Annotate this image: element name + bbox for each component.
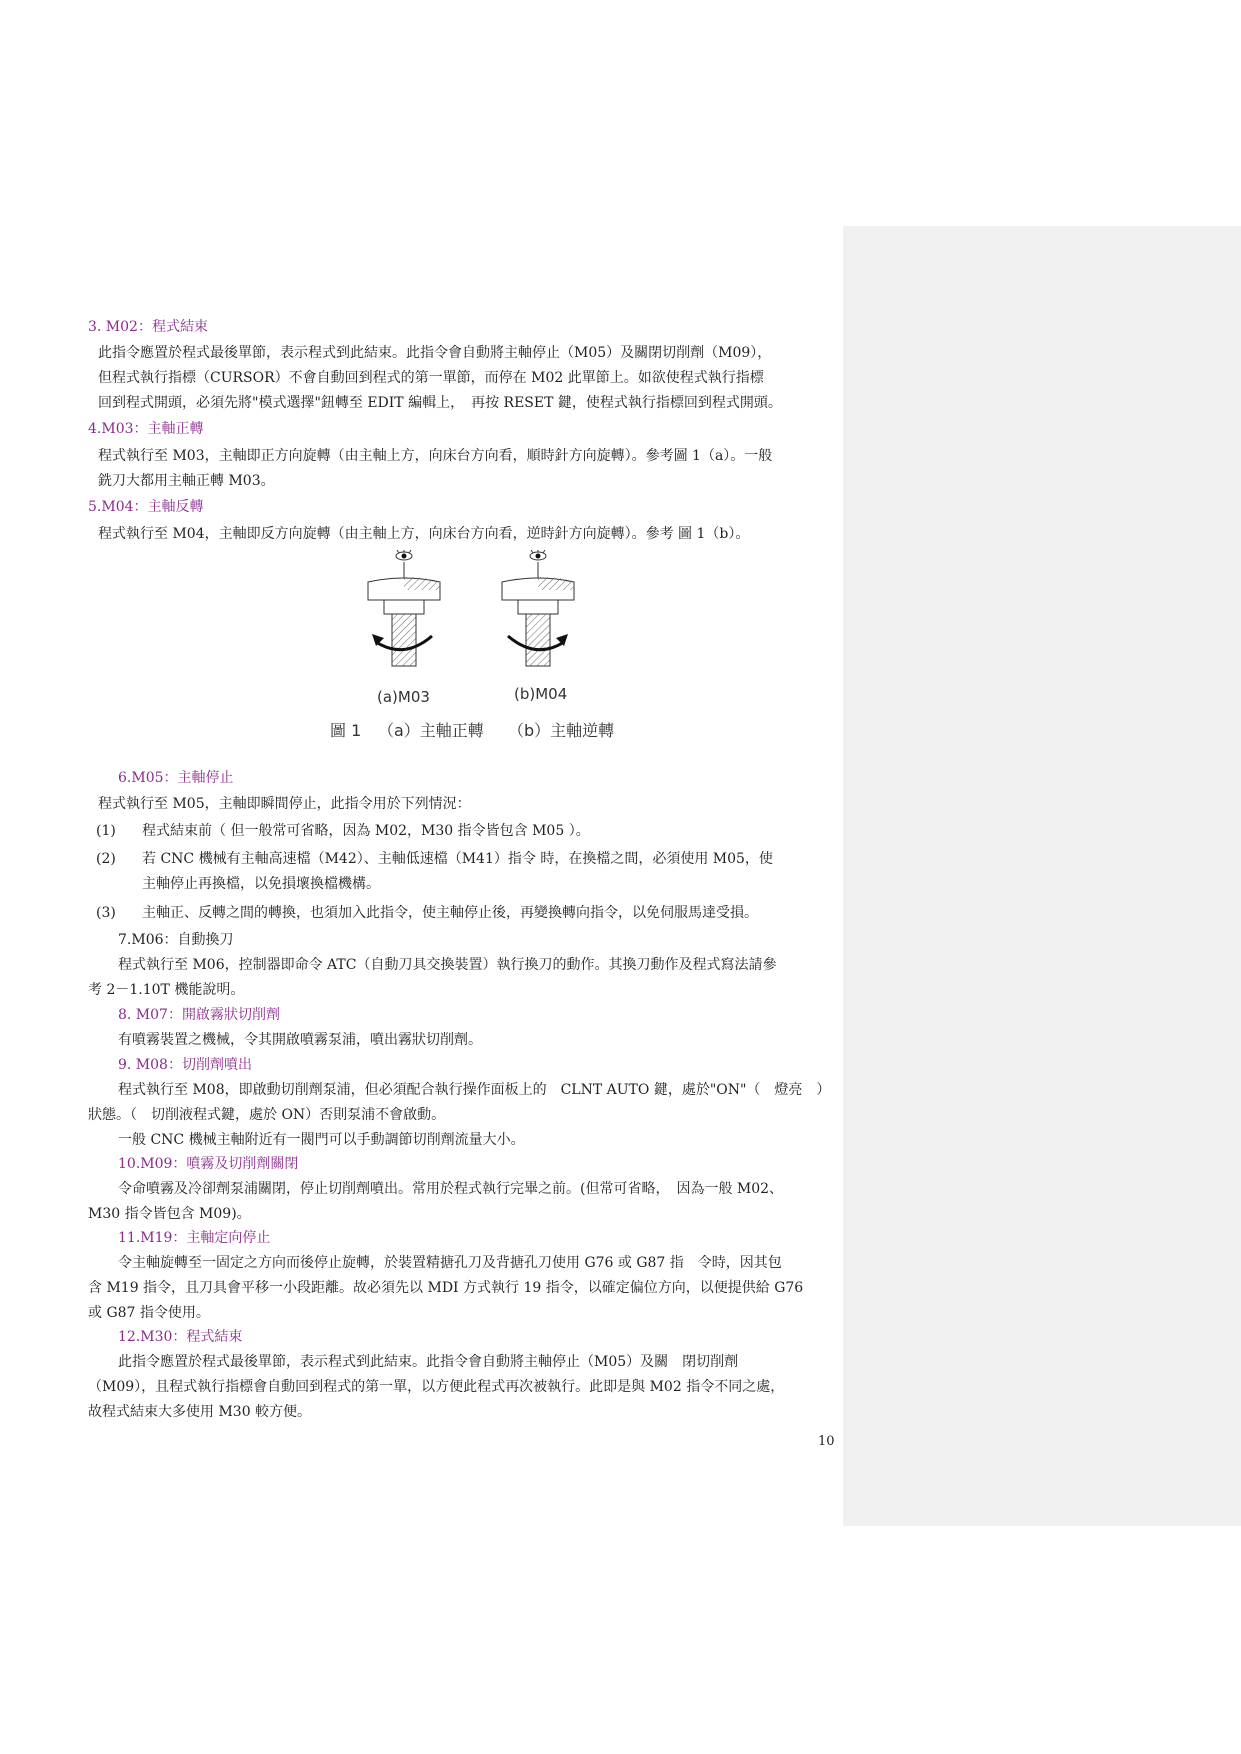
list-item: 若 CNC 機械有主軸高速檔（M42）、主軸低速檔（M41）指令 時，在換檔之間，必須使用 M05，使 <box>142 851 773 867</box>
heading-m09: 10.M09：噴霧及切削劑關閉 <box>118 1156 299 1172</box>
paragraph-line: 含 M19 指令，且刀具會平移一小段距離。故必須先以 MDI 方式執行 19 指令，以確定偏位方向，以便提供給 G76 <box>88 1280 804 1296</box>
list-item-number: (3) <box>96 905 116 921</box>
paragraph-line: M30 指令皆包含 M09)。 <box>88 1206 251 1222</box>
spindle-b-icon <box>502 550 574 666</box>
spindle-a-icon <box>368 550 440 666</box>
paragraph-line: 程式執行至 M03，主軸即正方向旋轉（由主軸上方，向床台方向看，順時針方向旋轉）。參考圖 1（a）。一般 <box>98 448 773 464</box>
paragraph-line: 考 2－1.10T 機能說明。 <box>88 982 245 998</box>
heading-m02: 3. M02：程式結束 <box>88 319 208 335</box>
paragraph-line: 但程式執行指標（CURSOR）不會自動回到程式的第一單節，而停在 M02 此單節上。如欲使程式執行指標 <box>98 370 764 386</box>
figure-label-b: (b)M04 <box>514 685 568 703</box>
paragraph-line: 或 G87 指令使用。 <box>88 1305 210 1321</box>
comment-sidebar <box>843 226 1241 1526</box>
heading-m07: 8. M07：開啟霧狀切削劑 <box>118 1007 280 1023</box>
list-item: 主軸正、反轉之間的轉換，也須加入此指令，使主軸停止後，再變換轉向指令，以免伺服馬達受損。 <box>142 905 758 921</box>
page-number: 10 <box>818 1434 835 1449</box>
paragraph-line: 此指令應置於程式最後單節，表示程式到此結束。此指令會自動將主軸停止（M05）及關閉切削劑（M09）， <box>98 345 772 361</box>
list-item: 主軸停止再換檔，以免損壞換檔機構。 <box>142 876 380 892</box>
paragraph-line: 故程式結束大多使用 M30 較方便。 <box>88 1404 312 1420</box>
heading-m06: 7.M06：自動換刀 <box>118 932 234 948</box>
figure-caption-number: 圖 1 <box>330 721 362 740</box>
paragraph-line: 有噴霧裝置之機械，令其開啟噴霧泵浦，噴出霧狀切削劑。 <box>118 1032 482 1048</box>
list-item-number: (2) <box>96 851 116 867</box>
paragraph-line: 程式執行至 M06，控制器即命令 ATC（自動刀具交換裝置）執行換刀的動作。其換刀動作及程式寫法請參 <box>118 957 777 973</box>
spindle-diagram <box>320 550 640 690</box>
heading-m03: 4.M03：主軸正轉 <box>88 421 204 437</box>
paragraph-line: 令主軸旋轉至一固定之方向而後停止旋轉，於裝置精搪孔刀及背搪孔刀使用 G76 或 G87 指 令時，因其包 <box>118 1255 782 1271</box>
paragraph-line: 程式執行至 M05，主軸即瞬間停止，此指令用於下列情況： <box>98 796 471 812</box>
figure-label-a: (a)M03 <box>377 688 430 706</box>
paragraph-line: 一般 CNC 機械主軸附近有一閥門可以手動調節切削劑流量大小。 <box>118 1132 525 1148</box>
heading-m05: 6.M05：主軸停止 <box>118 770 234 786</box>
paragraph-line: 回到程式開頭，必須先將"模式選擇"鈕轉至 EDIT 編輯上， 再按 RESET 鍵，使程式執行指標回到程式開頭。 <box>98 395 782 411</box>
list-item: 程式結束前（ 但一般常可省略，因為 M02，M30 指令皆包含 M05 ）。 <box>142 823 590 839</box>
heading-m04: 5.M04：主軸反轉 <box>88 499 204 515</box>
paragraph-line: 程式執行至 M04，主軸即反方向旋轉（由主軸上方，向床台方向看，逆時針方向旋轉）。參考 圖 1（b）。 <box>98 526 750 542</box>
paragraph-line: 銑刀大都用主軸正轉 M03。 <box>98 473 275 489</box>
paragraph-line: 程式執行至 M08，即啟動切削劑泵浦，但必須配合執行操作面板上的 CLNT AUTO 鍵，處於"ON"（ 燈亮 ） <box>118 1082 831 1098</box>
figure-caption-a: （a）主軸正轉 <box>378 721 484 740</box>
heading-m30: 12.M30：程式結束 <box>118 1329 243 1345</box>
list-item-number: (1) <box>96 823 116 839</box>
paragraph-line: 此指令應置於程式最後單節，表示程式到此結束。此指令會自動將主軸停止（M05）及關 閉切削劑 <box>118 1354 739 1370</box>
heading-m08: 9. M08：切削劑噴出 <box>118 1057 252 1073</box>
figure-caption-b: （b）主軸逆轉 <box>508 721 615 740</box>
paragraph-line: （M09），且程式執行指標會自動回到程式的第一單，以方便此程式再次被執行。此即是與 M02 指令不同之處， <box>88 1379 785 1395</box>
paragraph-line: 令命噴霧及冷卻劑泵浦關閉，停止切削劑噴出。常用於程式執行完畢之前。(但常可省略， 因為一般 M02、 <box>118 1181 784 1197</box>
paragraph-line: 狀態。（ 切削液程式鍵，處於 ON）否則泵浦不會啟動。 <box>88 1107 446 1123</box>
heading-m19: 11.M19：主軸定向停止 <box>118 1230 271 1246</box>
